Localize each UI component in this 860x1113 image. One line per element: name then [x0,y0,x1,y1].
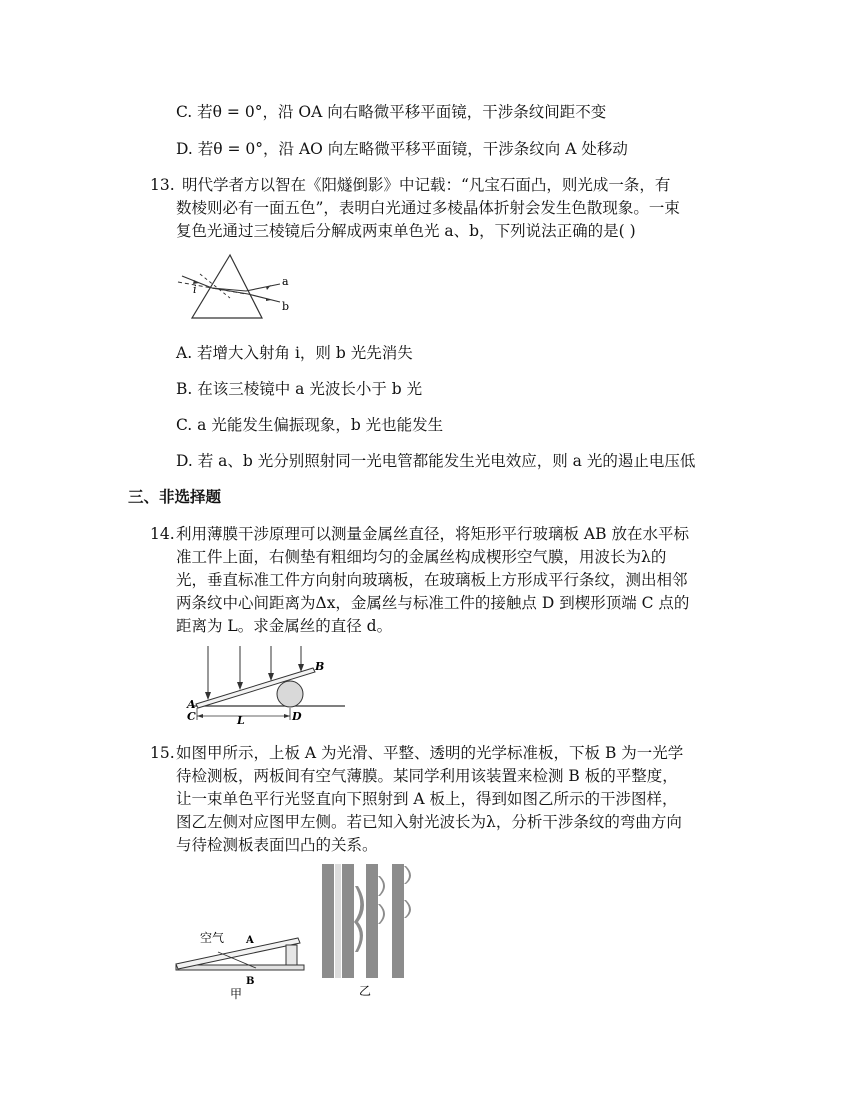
q12-option-c: C. 若θ = 0°，沿 OA 向右略微平移平面镜，干涉条纹间距不变 [176,103,607,121]
q15-text-line-4: 图乙左侧对应图甲左侧。若已知入射光波长为λ，分析干涉条纹的弯曲方向 [176,813,682,831]
q13-number: 13. [150,176,175,194]
q13-text-line-1: 明代学者方以智在《阳燧倒影》中记载：“凡宝石面凸，则光成一条，有 [182,176,671,194]
q13-text-line-2: 数棱则必有一面五色”，表明白光通过多棱晶体折射会发生色散现象。一束 [176,199,680,217]
q14-text-line-2: 准工件上面，右侧垫有粗细均匀的金属丝构成楔形空气膜，用波长为λ的 [176,548,667,566]
q13-text-line-3: 复色光通过三棱镜后分解成两束单色光 a、b，下列说法正确的是( ) [176,222,636,240]
q13-prism-figure [176,252,306,324]
q14-label-d: D [292,710,302,723]
q13-option-b: B. 在该三棱镜中 a 光波长小于 b 光 [176,380,423,398]
q13-option-d: D. 若 a、b 光分别照射同一光电管都能发生光电效应，则 a 光的遏止电压低 [176,452,696,470]
q14-label-b: B [315,660,325,673]
q15-text-line-5: 与待检测板表面凹凸的关系。 [176,836,378,854]
q14-number: 14. [150,525,175,543]
q15-text-line-3: 让一束单色平行光竖直向下照射到 A 板上，得到如图乙所示的干涉图样， [176,790,678,808]
q12-option-d: D. 若θ = 0°，沿 AO 向左略微平移平面镜，干涉条纹向 A 处移动 [176,140,628,158]
q15-label-yi: 乙 [359,984,372,998]
q15-label-air: 空气 [200,931,225,945]
q14-label-a: A [187,698,196,711]
q14-text-line-5: 距离为 L。求金属丝的直径 d。 [176,617,393,635]
q15-text-line-1: 如图甲所示，上板 A 为光滑、平整、透明的光学标准板，下板 B 为一光学 [176,744,684,762]
q14-text-line-1: 利用薄膜干涉原理可以测量金属丝直径，将矩形平行玻璃板 AB 放在水平标 [176,525,689,543]
q13-option-a: A. 若增大入射角 i，则 b 光先消失 [176,344,413,362]
q15-fringe-figure [318,860,418,1000]
q15-label-b: B [246,976,255,987]
q15-plate-figure [170,920,320,1005]
q15-text-line-2: 待检测板，两板间有空气薄膜。某同学利用该装置来检测 B 板的平整度， [176,767,678,785]
q15-label-jia: 甲 [230,987,243,1001]
section-heading: 三、非选择题 [128,488,222,506]
q14-label-c: C [187,710,196,723]
q14-label-l: L [237,714,245,726]
q13-label-i: i [193,283,197,296]
q13-option-c: C. a 光能发生偏振现象，b 光也能发生 [176,416,444,434]
q14-wedge-figure [183,642,353,726]
q14-text-line-4: 两条纹中心间距离为Δx，金属丝与标准工件的接触点 D 到楔形顶端 C 点的 [176,594,690,612]
q15-label-a: A [246,935,254,946]
q14-text-line-3: 光，垂直标准工件方向射向玻璃板，在玻璃板上方形成平行条纹，测出相邻 [176,571,688,589]
q13-label-a: a [282,275,289,288]
q13-label-b: b [282,300,290,313]
q15-number: 15. [150,744,175,762]
